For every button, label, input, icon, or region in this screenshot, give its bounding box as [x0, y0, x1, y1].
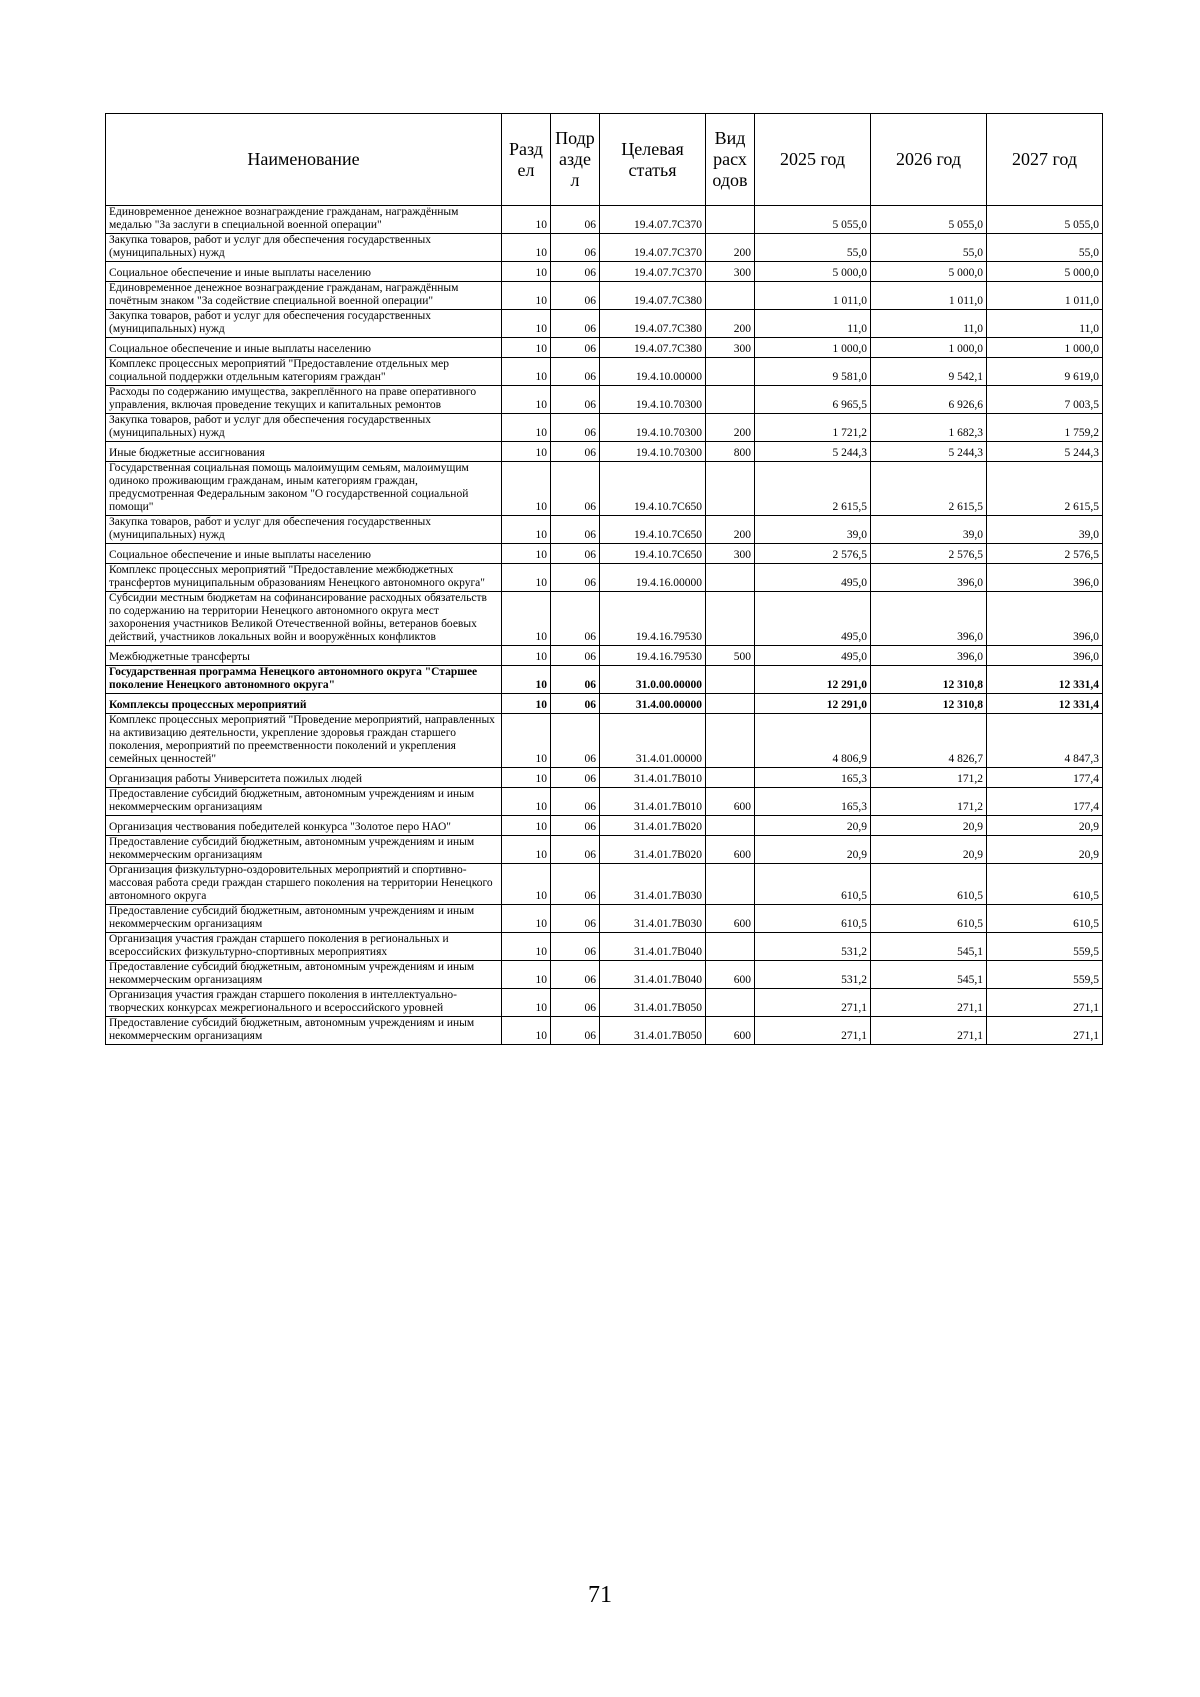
- row-subsection: 06: [551, 282, 600, 310]
- table-row: [106, 666, 1103, 694]
- row-expense-type: 600: [706, 1017, 755, 1045]
- row-value-2025: 20,9: [755, 816, 871, 836]
- table-row: [106, 386, 1103, 414]
- row-name: Иные бюджетные ассигнования: [106, 442, 502, 462]
- row-expense-type: 500: [706, 646, 755, 666]
- row-value-2026: 545,1: [871, 961, 987, 989]
- row-subsection: 06: [551, 905, 600, 933]
- row-expense-type: 600: [706, 788, 755, 816]
- row-target-article: 31.4.01.7В050: [600, 989, 706, 1017]
- row-expense-type: 300: [706, 338, 755, 358]
- row-name: Расходы по содержанию имущества, закреплённого на праве оперативного управления, включая проведение текущих и капитальных ремонтов: [106, 386, 502, 414]
- row-subsection: 06: [551, 989, 600, 1017]
- row-value-2027: 12 331,4: [987, 694, 1103, 714]
- row-target-article: 31.0.00.00000: [600, 666, 706, 694]
- row-value-2026: 11,0: [871, 310, 987, 338]
- row-value-2025: 531,2: [755, 961, 871, 989]
- row-subsection: 06: [551, 386, 600, 414]
- row-section: 10: [502, 788, 551, 816]
- table-row: [106, 442, 1103, 462]
- row-value-2025: 610,5: [755, 864, 871, 905]
- row-expense-type: [706, 989, 755, 1017]
- row-name: Социальное обеспечение и иные выплаты населению: [106, 544, 502, 564]
- row-target-article: 19.4.16.00000: [600, 564, 706, 592]
- row-target-article: 19.4.10.70300: [600, 414, 706, 442]
- row-target-article: 19.4.10.7С650: [600, 462, 706, 516]
- row-value-2026: 20,9: [871, 816, 987, 836]
- row-subsection: 06: [551, 933, 600, 961]
- row-section: 10: [502, 310, 551, 338]
- row-section: 10: [502, 961, 551, 989]
- row-expense-type: 300: [706, 544, 755, 564]
- row-section: 10: [502, 386, 551, 414]
- row-value-2025: 6 965,5: [755, 386, 871, 414]
- row-section: 10: [502, 694, 551, 714]
- row-value-2026: 4 826,7: [871, 714, 987, 768]
- row-expense-type: [706, 564, 755, 592]
- row-value-2026: 5 244,3: [871, 442, 987, 462]
- row-value-2027: 1 759,2: [987, 414, 1103, 442]
- budget-table: [105, 113, 1103, 1045]
- table-row: [106, 544, 1103, 564]
- row-expense-type: [706, 386, 755, 414]
- row-subsection: 06: [551, 788, 600, 816]
- row-subsection: 06: [551, 1017, 600, 1045]
- table-row: [106, 206, 1103, 234]
- row-section: 10: [502, 262, 551, 282]
- row-value-2025: 1 721,2: [755, 414, 871, 442]
- row-name: Комплексы процессных мероприятий: [106, 694, 502, 714]
- header-year-2025: 2025 год: [755, 114, 871, 206]
- row-value-2027: 20,9: [987, 816, 1103, 836]
- row-value-2027: 610,5: [987, 864, 1103, 905]
- table-row: [106, 864, 1103, 905]
- row-section: 10: [502, 768, 551, 788]
- row-value-2025: 20,9: [755, 836, 871, 864]
- row-value-2027: 271,1: [987, 1017, 1103, 1045]
- row-value-2027: 2 576,5: [987, 544, 1103, 564]
- row-target-article: 31.4.01.7В020: [600, 816, 706, 836]
- row-value-2026: 545,1: [871, 933, 987, 961]
- row-subsection: 06: [551, 564, 600, 592]
- row-name: Предоставление субсидий бюджетным, автономным учреждениям и иным некоммерческим организациям: [106, 961, 502, 989]
- table-body: [106, 206, 1103, 1045]
- row-value-2027: 12 331,4: [987, 666, 1103, 694]
- row-value-2025: 9 581,0: [755, 358, 871, 386]
- row-expense-type: [706, 816, 755, 836]
- row-section: 10: [502, 462, 551, 516]
- row-value-2025: 4 806,9: [755, 714, 871, 768]
- row-name: Организация участия граждан старшего поколения в региональных и всероссийских физкультурно-спортивных мероприятиях: [106, 933, 502, 961]
- row-value-2025: 495,0: [755, 592, 871, 646]
- row-value-2027: 4 847,3: [987, 714, 1103, 768]
- row-subsection: 06: [551, 442, 600, 462]
- row-value-2026: 12 310,8: [871, 666, 987, 694]
- row-value-2027: 396,0: [987, 564, 1103, 592]
- row-section: 10: [502, 414, 551, 442]
- row-expense-type: [706, 592, 755, 646]
- row-name: Комплекс процессных мероприятий "Предоставление отдельных мер социальной поддержки отдельным категориям граждан": [106, 358, 502, 386]
- row-name: Предоставление субсидий бюджетным, автономным учреждениям и иным некоммерческим организациям: [106, 788, 502, 816]
- row-value-2026: 39,0: [871, 516, 987, 544]
- row-value-2027: 11,0: [987, 310, 1103, 338]
- row-expense-type: [706, 462, 755, 516]
- row-value-2025: 495,0: [755, 646, 871, 666]
- row-section: 10: [502, 816, 551, 836]
- row-value-2026: 5 055,0: [871, 206, 987, 234]
- row-expense-type: [706, 358, 755, 386]
- row-value-2027: 177,4: [987, 768, 1103, 788]
- row-subsection: 06: [551, 836, 600, 864]
- row-subsection: 06: [551, 310, 600, 338]
- table-row: [106, 714, 1103, 768]
- row-value-2026: 171,2: [871, 788, 987, 816]
- row-target-article: 19.4.10.00000: [600, 358, 706, 386]
- row-name: Комплекс процессных мероприятий "Предоставление межбюджетных трансфертов муниципальным образованиям Ненецкого автономного округа": [106, 564, 502, 592]
- row-subsection: 06: [551, 414, 600, 442]
- row-value-2027: 7 003,5: [987, 386, 1103, 414]
- row-name: Предоставление субсидий бюджетным, автономным учреждениям и иным некоммерческим организациям: [106, 905, 502, 933]
- row-target-article: 31.4.01.7В040: [600, 961, 706, 989]
- row-expense-type: [706, 768, 755, 788]
- row-target-article: 19.4.10.70300: [600, 442, 706, 462]
- table-row: [106, 282, 1103, 310]
- row-expense-type: 300: [706, 262, 755, 282]
- header-subsection: Подр азде л: [551, 114, 600, 206]
- row-value-2026: 271,1: [871, 989, 987, 1017]
- table-row: [106, 1017, 1103, 1045]
- header-year-2026: 2026 год: [871, 114, 987, 206]
- row-target-article: 19.4.10.70300: [600, 386, 706, 414]
- row-value-2025: 1 000,0: [755, 338, 871, 358]
- row-target-article: 31.4.01.7В030: [600, 864, 706, 905]
- row-value-2026: 1 682,3: [871, 414, 987, 442]
- row-section: 10: [502, 714, 551, 768]
- page-number: 71: [588, 1582, 612, 1608]
- row-value-2027: 39,0: [987, 516, 1103, 544]
- row-value-2027: 610,5: [987, 905, 1103, 933]
- table-row: [106, 961, 1103, 989]
- row-subsection: 06: [551, 816, 600, 836]
- row-expense-type: 200: [706, 414, 755, 442]
- row-target-article: 19.4.07.7С370: [600, 234, 706, 262]
- row-name: Государственная социальная помощь малоимущим семьям, малоимущим одиноко проживающим гражданам, иным категориям граждан, предусмотренная Федеральным законом "О государственной социальной помощи": [106, 462, 502, 516]
- table-row: [106, 414, 1103, 442]
- row-expense-type: 600: [706, 905, 755, 933]
- row-value-2026: 271,1: [871, 1017, 987, 1045]
- row-name: Комплекс процессных мероприятий "Проведение мероприятий, направленных на активизацию деятельности, укрепление здоровья граждан старшего поколения, мероприятий по преемственности поколений и укрепления семейных ценностей": [106, 714, 502, 768]
- row-value-2026: 610,5: [871, 864, 987, 905]
- row-value-2027: 559,5: [987, 933, 1103, 961]
- table-row: [106, 768, 1103, 788]
- row-subsection: 06: [551, 864, 600, 905]
- row-target-article: 19.4.07.7С380: [600, 282, 706, 310]
- row-section: 10: [502, 933, 551, 961]
- row-target-article: 19.4.07.7С380: [600, 310, 706, 338]
- row-value-2027: 20,9: [987, 836, 1103, 864]
- row-name: Организация физкультурно-оздоровительных мероприятий и спортивно-массовая работа среди граждан старшего поколения на территории Ненецкого автономного округа: [106, 864, 502, 905]
- row-value-2025: 55,0: [755, 234, 871, 262]
- row-section: 10: [502, 592, 551, 646]
- row-section: 10: [502, 666, 551, 694]
- row-section: 10: [502, 1017, 551, 1045]
- row-subsection: 06: [551, 961, 600, 989]
- header-expense-type: Вид расх одов: [706, 114, 755, 206]
- row-value-2025: 12 291,0: [755, 666, 871, 694]
- row-expense-type: 600: [706, 961, 755, 989]
- table-row: [106, 694, 1103, 714]
- row-expense-type: 200: [706, 516, 755, 544]
- row-name: Межбюджетные трансферты: [106, 646, 502, 666]
- table-row: [106, 836, 1103, 864]
- row-expense-type: [706, 694, 755, 714]
- table-row: [106, 646, 1103, 666]
- row-section: 10: [502, 442, 551, 462]
- header-target-article: Целевая статья: [600, 114, 706, 206]
- row-target-article: 31.4.01.00000: [600, 714, 706, 768]
- row-subsection: 06: [551, 338, 600, 358]
- row-section: 10: [502, 234, 551, 262]
- row-subsection: 06: [551, 646, 600, 666]
- row-value-2027: 2 615,5: [987, 462, 1103, 516]
- row-value-2027: 396,0: [987, 646, 1103, 666]
- table-row: [106, 262, 1103, 282]
- row-target-article: 31.4.01.7В050: [600, 1017, 706, 1045]
- row-value-2026: 55,0: [871, 234, 987, 262]
- header-name: Наименование: [106, 114, 502, 206]
- row-value-2025: 5 244,3: [755, 442, 871, 462]
- table-row: [106, 358, 1103, 386]
- row-value-2026: 12 310,8: [871, 694, 987, 714]
- row-section: 10: [502, 564, 551, 592]
- table-row: [106, 933, 1103, 961]
- row-name: Предоставление субсидий бюджетным, автономным учреждениям и иным некоммерческим организациям: [106, 836, 502, 864]
- row-name: Субсидии местным бюджетам на софинансирование расходных обязательств по содержанию на территории Ненецкого автономного округа мест захоронения участников Великой Отечественной войны, ветеранов боевых действий, участников локальных войн и вооружённых конфликтов: [106, 592, 502, 646]
- table-row: [106, 310, 1103, 338]
- row-name: Организация чествования победителей конкурса "Золотое перо НАО": [106, 816, 502, 836]
- row-expense-type: [706, 282, 755, 310]
- row-subsection: 06: [551, 516, 600, 544]
- row-value-2025: 271,1: [755, 1017, 871, 1045]
- table-row: [106, 989, 1103, 1017]
- row-value-2026: 171,2: [871, 768, 987, 788]
- row-value-2027: 1 000,0: [987, 338, 1103, 358]
- row-value-2026: 2 576,5: [871, 544, 987, 564]
- row-subsection: 06: [551, 262, 600, 282]
- row-expense-type: [706, 864, 755, 905]
- row-target-article: 19.4.16.79530: [600, 646, 706, 666]
- row-section: 10: [502, 544, 551, 564]
- row-subsection: 06: [551, 768, 600, 788]
- row-value-2026: 396,0: [871, 564, 987, 592]
- row-subsection: 06: [551, 694, 600, 714]
- row-value-2025: 495,0: [755, 564, 871, 592]
- row-section: 10: [502, 864, 551, 905]
- row-section: 10: [502, 989, 551, 1017]
- row-target-article: 31.4.01.7В010: [600, 768, 706, 788]
- row-value-2025: 271,1: [755, 989, 871, 1017]
- row-subsection: 06: [551, 714, 600, 768]
- row-value-2026: 396,0: [871, 592, 987, 646]
- row-target-article: 19.4.16.79530: [600, 592, 706, 646]
- row-value-2026: 9 542,1: [871, 358, 987, 386]
- table-row: [106, 592, 1103, 646]
- row-name: Единовременное денежное вознаграждение гражданам, награждённым почётным знаком "За содействие специальной военной операции": [106, 282, 502, 310]
- row-target-article: 19.4.07.7С370: [600, 262, 706, 282]
- row-value-2027: 5 000,0: [987, 262, 1103, 282]
- row-expense-type: 200: [706, 310, 755, 338]
- row-value-2025: 165,3: [755, 788, 871, 816]
- header-year-2027: 2027 год: [987, 114, 1103, 206]
- row-section: 10: [502, 206, 551, 234]
- row-subsection: 06: [551, 358, 600, 386]
- row-name: Единовременное денежное вознаграждение гражданам, награждённым медалью "За заслуги в специальной военной операции": [106, 206, 502, 234]
- row-target-article: 19.4.07.7С380: [600, 338, 706, 358]
- row-value-2027: 396,0: [987, 592, 1103, 646]
- row-expense-type: 800: [706, 442, 755, 462]
- row-value-2026: 2 615,5: [871, 462, 987, 516]
- row-subsection: 06: [551, 206, 600, 234]
- row-name: Закупка товаров, работ и услуг для обеспечения государственных (муниципальных) нужд: [106, 310, 502, 338]
- row-expense-type: [706, 714, 755, 768]
- row-value-2025: 12 291,0: [755, 694, 871, 714]
- row-value-2025: 2 615,5: [755, 462, 871, 516]
- row-target-article: 19.4.10.7С650: [600, 544, 706, 564]
- header-section: Разд ел: [502, 114, 551, 206]
- row-value-2025: 1 011,0: [755, 282, 871, 310]
- row-expense-type: 600: [706, 836, 755, 864]
- row-name: Социальное обеспечение и иные выплаты населению: [106, 338, 502, 358]
- table-row: [106, 338, 1103, 358]
- row-section: 10: [502, 338, 551, 358]
- row-section: 10: [502, 516, 551, 544]
- row-section: 10: [502, 905, 551, 933]
- table-row: [106, 564, 1103, 592]
- row-value-2026: 5 000,0: [871, 262, 987, 282]
- row-value-2027: 9 619,0: [987, 358, 1103, 386]
- row-name: Предоставление субсидий бюджетным, автономным учреждениям и иным некоммерческим организациям: [106, 1017, 502, 1045]
- row-subsection: 06: [551, 544, 600, 564]
- row-subsection: 06: [551, 666, 600, 694]
- row-value-2026: 6 926,6: [871, 386, 987, 414]
- table-header-row: [106, 114, 1103, 206]
- row-name: Закупка товаров, работ и услуг для обеспечения государственных (муниципальных) нужд: [106, 234, 502, 262]
- row-section: 10: [502, 282, 551, 310]
- table-row: [106, 905, 1103, 933]
- row-value-2025: 610,5: [755, 905, 871, 933]
- table-row: [106, 788, 1103, 816]
- row-name: Закупка товаров, работ и услуг для обеспечения государственных (муниципальных) нужд: [106, 516, 502, 544]
- row-value-2025: 11,0: [755, 310, 871, 338]
- row-section: 10: [502, 358, 551, 386]
- row-target-article: 19.4.07.7С370: [600, 206, 706, 234]
- table-row: [106, 816, 1103, 836]
- row-target-article: 31.4.01.7В030: [600, 905, 706, 933]
- row-target-article: 31.4.01.7В020: [600, 836, 706, 864]
- row-value-2027: 1 011,0: [987, 282, 1103, 310]
- row-value-2027: 271,1: [987, 989, 1103, 1017]
- row-section: 10: [502, 646, 551, 666]
- table-row: [106, 234, 1103, 262]
- table-row: [106, 516, 1103, 544]
- row-value-2025: 165,3: [755, 768, 871, 788]
- row-section: 10: [502, 836, 551, 864]
- row-name: Организация участия граждан старшего поколения в интеллектуально-творческих конкурсах межрегионального и всероссийского уровней: [106, 989, 502, 1017]
- row-value-2025: 5 055,0: [755, 206, 871, 234]
- row-target-article: 19.4.10.7С650: [600, 516, 706, 544]
- row-target-article: 31.4.01.7В010: [600, 788, 706, 816]
- row-expense-type: 200: [706, 234, 755, 262]
- row-subsection: 06: [551, 462, 600, 516]
- row-value-2026: 1 000,0: [871, 338, 987, 358]
- row-name: Закупка товаров, работ и услуг для обеспечения государственных (муниципальных) нужд: [106, 414, 502, 442]
- row-value-2026: 1 011,0: [871, 282, 987, 310]
- row-subsection: 06: [551, 592, 600, 646]
- row-value-2026: 20,9: [871, 836, 987, 864]
- row-value-2026: 396,0: [871, 646, 987, 666]
- row-expense-type: [706, 206, 755, 234]
- row-value-2025: 531,2: [755, 933, 871, 961]
- row-name: Государственная программа Ненецкого автономного округа "Старшее поколение Ненецкого автономного округа": [106, 666, 502, 694]
- row-value-2027: 5 244,3: [987, 442, 1103, 462]
- row-target-article: 31.4.01.7В040: [600, 933, 706, 961]
- row-name: Социальное обеспечение и иные выплаты населению: [106, 262, 502, 282]
- row-name: Организация работы Университета пожилых людей: [106, 768, 502, 788]
- row-value-2025: 2 576,5: [755, 544, 871, 564]
- row-value-2027: 55,0: [987, 234, 1103, 262]
- row-value-2027: 177,4: [987, 788, 1103, 816]
- row-value-2025: 39,0: [755, 516, 871, 544]
- row-value-2026: 610,5: [871, 905, 987, 933]
- row-value-2027: 5 055,0: [987, 206, 1103, 234]
- row-value-2027: 559,5: [987, 961, 1103, 989]
- row-target-article: 31.4.00.00000: [600, 694, 706, 714]
- row-value-2025: 5 000,0: [755, 262, 871, 282]
- row-expense-type: [706, 666, 755, 694]
- table-row: [106, 462, 1103, 516]
- row-expense-type: [706, 933, 755, 961]
- row-subsection: 06: [551, 234, 600, 262]
